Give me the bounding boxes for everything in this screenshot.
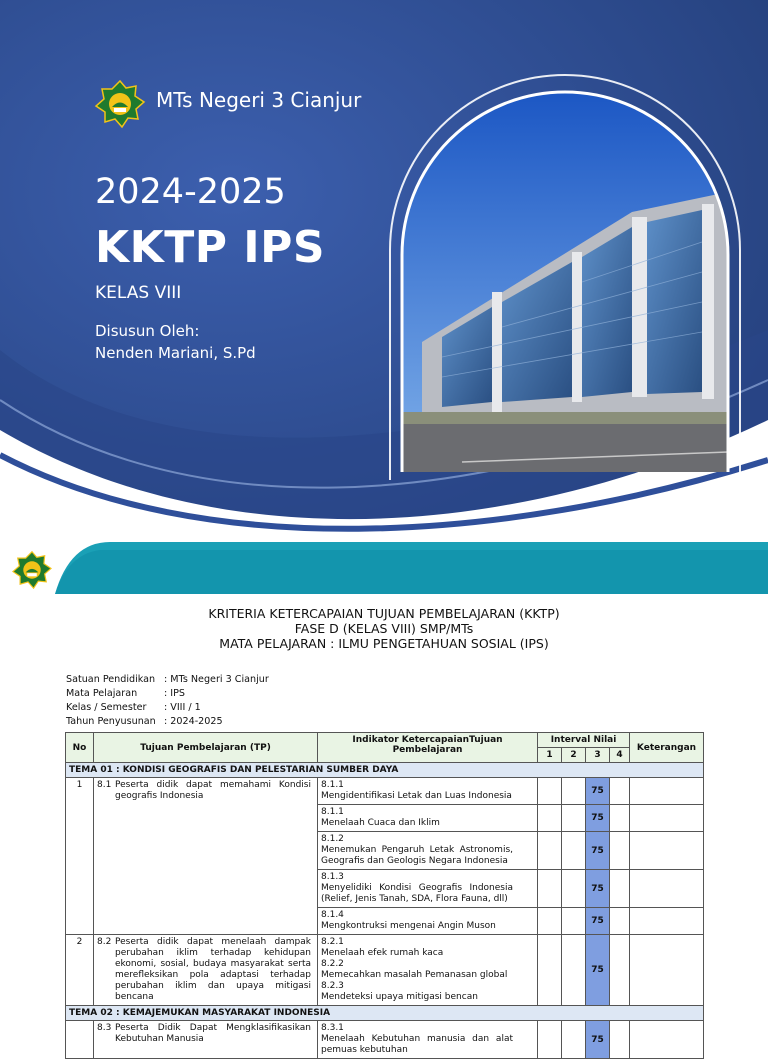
document-page <box>0 542 768 1055</box>
academic-year: 2024-2025 <box>95 172 286 212</box>
document-title <box>0 606 768 651</box>
keterangan-cell <box>630 778 704 805</box>
school-building-photo <box>402 92 728 472</box>
tp-text: Peserta didik dapat memahami Kondisi geografis Indonesia <box>115 780 311 801</box>
interval-cell <box>538 805 562 832</box>
meta-label: Mata Pelajaran <box>66 688 138 699</box>
keterangan-cell <box>630 870 704 908</box>
indicator-number: 8.1.4 <box>321 910 344 920</box>
tp-text: Peserta Didik Dapat Mengklasifikasikan Kebutuhan Manusia <box>115 1023 311 1044</box>
author-label: Disusun Oleh: <box>95 322 200 340</box>
cover-title: KKTP IPS <box>95 222 326 273</box>
indicator-text: Memecahkan masalah Pemanasan global <box>321 970 508 980</box>
interval-cell <box>538 935 562 1006</box>
interval-cell <box>610 778 630 805</box>
theme-row <box>66 1006 704 1021</box>
indicator-text: Menelaah Kebutuhan manusia dan alat pemuas kebutuhan <box>321 1034 513 1055</box>
learning-objective <box>94 778 318 935</box>
indicator-text: Mengidentifikasi Letak dan Luas Indonesia <box>321 791 512 801</box>
tp-number: 8.2 <box>97 937 112 947</box>
indicator-text: Menyelidiki Kondisi Geografis Indonesia (Relief, Jenis Tanah, SDA, Flora Fauna, dll) <box>321 883 513 904</box>
keterangan-cell <box>630 935 704 1006</box>
keterangan-cell <box>630 805 704 832</box>
tp-number: 8.1 <box>97 780 112 790</box>
keterangan-cell <box>630 1021 704 1059</box>
indicator <box>318 908 538 935</box>
meta-row <box>66 673 269 687</box>
meta-row <box>66 701 269 715</box>
table-header-row <box>66 733 704 748</box>
interval-cell <box>610 908 630 935</box>
indicator-group <box>318 935 538 1006</box>
indicator-text: Mendeteksi upaya mitigasi bencan <box>321 992 478 1002</box>
indicator-number: 8.1.3 <box>321 872 344 882</box>
header-interval-col: 1 <box>538 748 562 763</box>
interval-value: 75 <box>586 870 610 908</box>
indicator-text: Menelaah efek rumah kaca <box>321 948 444 958</box>
meta-label: Kelas / Semester <box>66 702 147 713</box>
interval-cell <box>610 1021 630 1059</box>
title-line: KRITERIA KETERCAPAIAN TUJUAN PEMBELAJARAN (KKTP) <box>208 606 560 621</box>
row-number <box>66 1021 94 1059</box>
indicator-number: 8.3.1 <box>321 1023 344 1033</box>
cover-class: KELAS VIII <box>95 283 182 303</box>
interval-cell <box>562 1021 586 1059</box>
header-interval-col: 3 <box>586 748 610 763</box>
header-no: No <box>66 733 94 763</box>
header-tp: Tujuan Pembelajaran (TP) <box>94 733 318 763</box>
indicator <box>318 870 538 908</box>
indicator <box>318 805 538 832</box>
author-name: Nenden Mariani, S.Pd <box>95 344 256 362</box>
title-line: FASE D (KELAS VIII) SMP/MTs <box>294 621 474 636</box>
header-keterangan: Keterangan <box>630 733 704 763</box>
indicator <box>318 832 538 870</box>
theme-label: TEMA 02 : KEMAJEMUKAN MASYARAKAT INDONESIA <box>66 1006 704 1021</box>
interval-value: 75 <box>586 778 610 805</box>
indicator-text: Menemukan Pengaruh Letak Astronomis, Geografis dan Geologis Negara Indonesia <box>321 845 513 866</box>
meta-value: : VIII / 1 <box>164 702 201 713</box>
document-meta <box>66 673 269 729</box>
indicator-text: Mengkontruksi mengenai Angin Muson <box>321 921 496 931</box>
indicator-number: 8.1.2 <box>321 834 344 844</box>
ministry-emblem-icon <box>12 551 52 589</box>
meta-value: : IPS <box>164 688 185 699</box>
meta-row <box>66 715 269 729</box>
interval-cell <box>610 870 630 908</box>
indicator-number: 8.2.2 <box>321 959 344 969</box>
interval-cell <box>610 805 630 832</box>
ministry-emblem-icon <box>95 80 145 128</box>
interval-cell <box>610 935 630 1006</box>
table-row <box>66 778 704 805</box>
table-row <box>66 935 704 1006</box>
interval-value: 75 <box>586 805 610 832</box>
indicator-number: 8.1.1 <box>321 780 344 790</box>
indicator <box>318 1021 538 1059</box>
learning-objective <box>94 935 318 1006</box>
indicator <box>318 778 538 805</box>
row-number: 2 <box>66 935 94 1006</box>
indicator-number: 8.2.1 <box>321 937 344 947</box>
meta-label: Satuan Pendidikan <box>66 674 156 685</box>
header-interval-col: 4 <box>610 748 630 763</box>
interval-value: 75 <box>586 935 610 1006</box>
theme-label: TEMA 01 : KONDISI GEOGRAFIS DAN PELESTARIAN SUMBER DAYA <box>66 763 704 778</box>
interval-cell <box>538 870 562 908</box>
table-row <box>66 1021 704 1059</box>
meta-row <box>66 687 269 701</box>
interval-cell <box>538 778 562 805</box>
interval-cell <box>538 832 562 870</box>
learning-objective <box>94 1021 318 1059</box>
interval-cell <box>562 832 586 870</box>
meta-value: : MTs Negeri 3 Cianjur <box>164 674 269 685</box>
interval-cell <box>562 908 586 935</box>
row-number: 1 <box>66 778 94 935</box>
kktp-table <box>65 732 704 1059</box>
tp-number: 8.3 <box>97 1023 112 1033</box>
interval-value: 75 <box>586 1021 610 1059</box>
interval-value: 75 <box>586 832 610 870</box>
interval-cell <box>538 1021 562 1059</box>
header-interval-col: 2 <box>562 748 586 763</box>
theme-row <box>66 763 704 778</box>
tp-text: Peserta didik dapat menelaah dampak perubahan iklim terhadap kehidupan ekonomi, sosial, budaya masyarakat serta merefleksikan pola adaptasi terhadap perubahan iklim dan upaya mitigasi bencana <box>115 937 311 1002</box>
interval-cell <box>562 778 586 805</box>
header-band <box>0 542 768 594</box>
keterangan-cell <box>630 832 704 870</box>
interval-cell <box>562 870 586 908</box>
interval-cell <box>562 805 586 832</box>
title-line: MATA PELAJARAN : ILMU PENGETAHUAN SOSIAL (IPS) <box>219 636 549 651</box>
keterangan-cell <box>630 908 704 935</box>
indicator-text: Menelaah Cuaca dan Iklim <box>321 818 440 828</box>
meta-value: : 2024-2025 <box>164 716 223 727</box>
interval-cell <box>610 832 630 870</box>
header-interval: Interval Nilai <box>538 733 630 748</box>
indicator-number: 8.2.3 <box>321 981 344 991</box>
header-indicator: Indikator KetercapaianTujuan Pembelajaran <box>318 733 538 763</box>
indicator-number: 8.1.1 <box>321 807 344 817</box>
interval-value: 75 <box>586 908 610 935</box>
interval-cell <box>562 935 586 1006</box>
meta-label: Tahun Penyusunan <box>66 716 156 727</box>
interval-cell <box>538 908 562 935</box>
school-name: MTs Negeri 3 Cianjur <box>156 88 362 112</box>
